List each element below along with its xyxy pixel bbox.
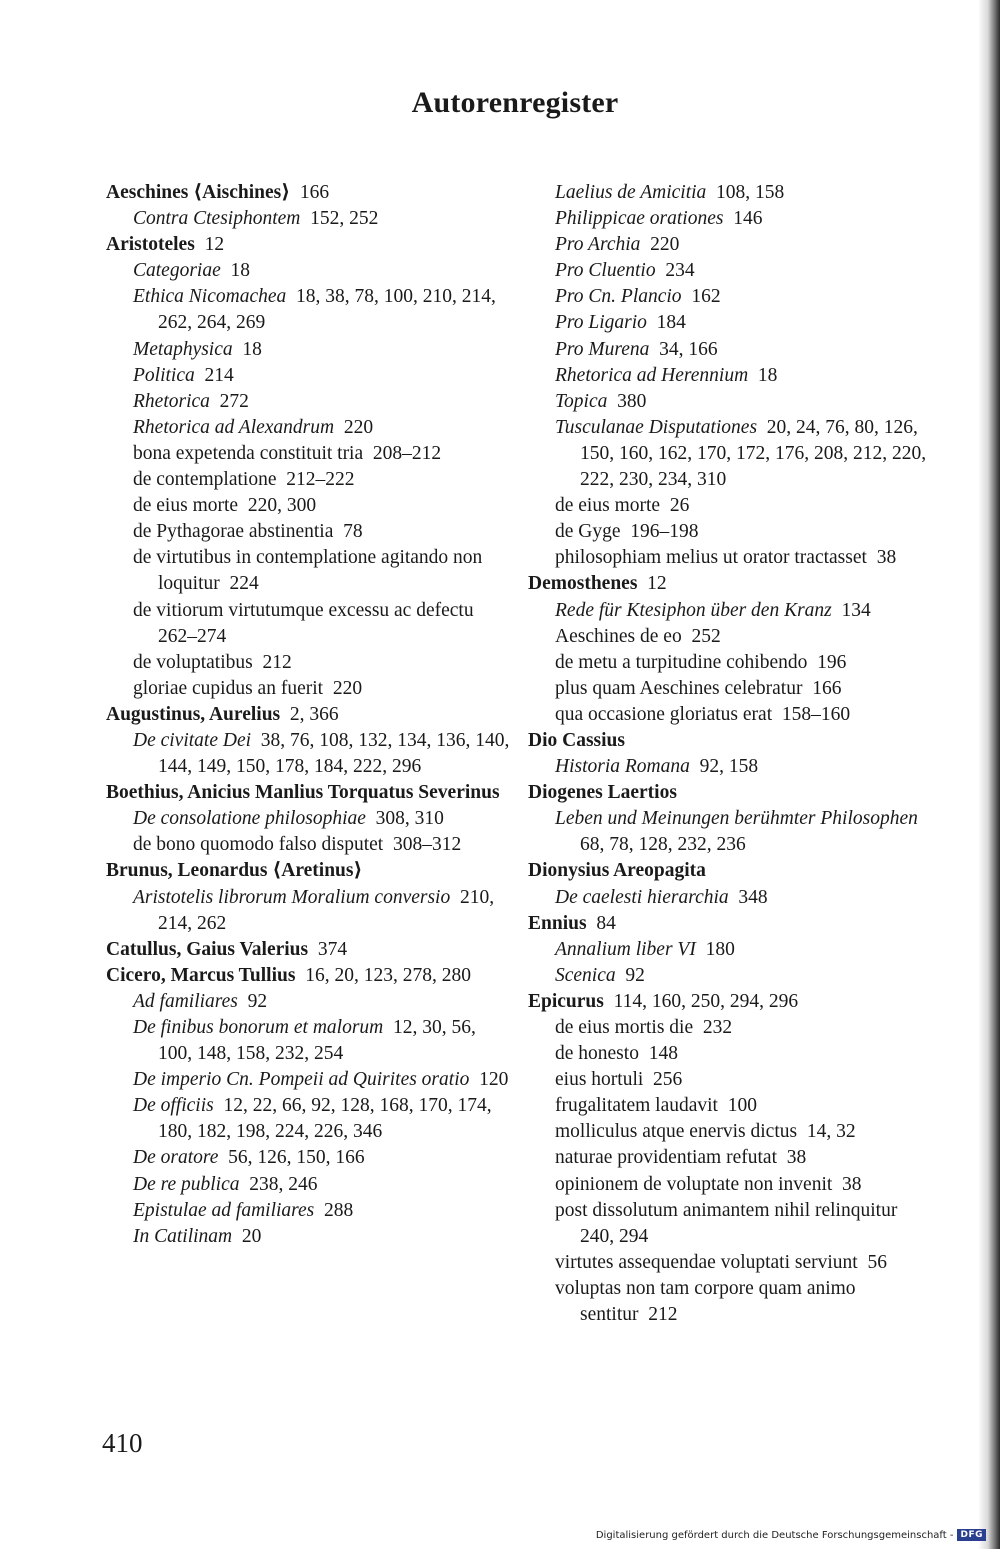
work-title: Contra Ctesiphontem [133,208,301,230]
index-entry-author [106,232,511,258]
topic-text: de eius morte [133,495,239,517]
index-entry-sub [528,1093,928,1119]
index-entry-sub [106,206,511,232]
index-entry-sub [528,1172,928,1198]
page-references: 18 [230,260,250,282]
topic-text: virtutes assequendae voluptati serviunt [555,1251,858,1273]
page-references: 84 [596,912,616,934]
work-title: Leben und Meinungen berühmter Philosophen [555,808,918,830]
index-entry-sub [106,728,511,780]
page-references: 348 [738,886,768,908]
index-entry-sub [528,1015,928,1041]
work-title: Philippicae orationes [555,208,724,230]
index-entry-author [106,180,511,206]
page-references: 234 [665,260,695,282]
index-entry-sub [528,363,928,389]
topic-text: naturae providentiam refutat [555,1147,777,1169]
index-entry-sub [106,1145,511,1171]
work-title: Rhetorica ad Herennium [555,364,749,386]
page-references: 238, 246 [249,1173,318,1195]
index-entry-author [528,858,928,884]
topic-text: de eius mortis die [555,1017,694,1038]
index-entry-sub [106,337,511,363]
index-entry-sub [528,206,928,232]
page-references: 12, 30, 56, 100, 148, 158, 232, 254 [158,1017,476,1065]
index-entry-sub [106,832,511,858]
page-title: Autorenregister [411,86,619,119]
page-references: 92 [625,964,645,986]
work-title: Pro Murena [555,338,650,360]
page-references: 212 [262,651,292,673]
page-references: 308, 310 [375,808,444,830]
index-entry-sub [106,363,511,389]
topic-text: voluptas non tam corpore quam animo sentitur [555,1277,856,1326]
index-entry-sub [106,1198,511,1224]
page-references: 210, 214, 262 [158,886,495,934]
index-entry-author [528,780,928,806]
page-references: 38 [786,1147,807,1169]
index-entry-sub [528,624,928,650]
index-entry-sub [528,754,928,780]
index-entry-sub [528,1145,928,1171]
index-entry-sub [106,1015,511,1067]
topic-text: de virtutibus in contemplatione agitando non loquitur [133,547,483,595]
author-name: Demosthenes [528,573,638,595]
work-title: Aristotelis librorum Moralium conversio [133,886,451,908]
page-references: 212 [648,1304,678,1326]
index-entry-author [528,911,928,937]
index-entry-sub [528,885,928,911]
work-title: Tusculanae Disputationes [555,416,758,438]
author-name: Catullus, Gaius Valerius [106,938,309,960]
topic-text: bona expetenda constituit tria [133,442,364,464]
footer-text: Digitalisierung gefördert durch die Deutsche Forschungsgemeinschaft - [595,1529,954,1541]
page-references: 92 [247,990,268,1012]
index-entry-sub [106,598,511,650]
index-entry-sub [528,1041,928,1067]
page-references: 224 [229,573,259,595]
page-references: 56 [867,1251,887,1273]
author-name: Cicero, Marcus Tullius [106,964,296,986]
index-entry-sub [528,493,928,519]
page-references: 232 [702,1017,733,1038]
page-references: 56, 126, 150, 166 [228,1147,365,1169]
index-entry-sub [106,806,511,832]
topic-text: de honesto [555,1043,639,1065]
page-references: 158–160 [781,703,851,725]
page-references: 78 [343,521,363,543]
page-references: 374 [317,938,348,960]
index-entry-sub [106,1067,511,1093]
work-title: Categoriae [133,260,221,282]
topic-text: de Gyge [555,521,621,543]
work-title: De finibus bonorum et malorum [133,1017,384,1038]
page-references: 14, 32 [806,1121,856,1143]
author-name: Epicurus [528,990,604,1012]
page-references: 262–274 [158,625,227,647]
index-entry-author [106,702,511,728]
index-entry-sub [528,963,928,989]
page-references: 100 [727,1095,757,1117]
index-entry-sub [528,337,928,363]
author-name: Augustinus, Aurelius [106,703,281,725]
page-references: 256 [653,1069,683,1091]
work-title: Metaphysica [133,338,233,360]
page-references: 240, 294 [580,1225,649,1247]
index-entry-sub [528,1250,928,1276]
topic-text: philosophiam melius ut orator tractasset [555,547,867,569]
topic-text: de contemplatione [133,469,277,491]
index-entry-author [106,780,511,806]
page-references: 34, 166 [659,338,718,360]
page-references: 288 [324,1199,354,1221]
index-entry-author [528,571,928,597]
index-entry-sub [106,258,511,284]
page-references: 180 [705,938,735,960]
index-entry-sub [528,284,928,310]
index-entry-sub [528,545,928,571]
index-entry-sub [528,806,928,858]
dfg-logo-icon: DFG [957,1529,986,1541]
index-entry-sub [528,258,928,284]
work-title: Pro Ligario [555,312,647,334]
page-references: 152, 252 [310,208,379,230]
work-title: Ad familiares [133,990,238,1012]
work-title: De consolatione philosophiae [133,808,366,830]
topic-text: molliculus atque enervis dictus [555,1121,798,1143]
work-title: De oratore [133,1147,219,1169]
page-references: 196 [817,651,847,673]
work-title: Ethica Nicomachea [133,286,287,308]
index-entry-sub [106,885,511,937]
author-name: Aristoteles [106,234,195,256]
topic-text: plus quam Aeschines celebratur [555,677,803,699]
page-references: 12 [204,234,225,256]
topic-text: de eius morte [555,495,661,517]
author-name: Aeschines ⟨Aischines⟩ [106,182,291,203]
page-references: 108, 158 [716,182,785,203]
topic-text: qua occasione gloriatus erat [555,703,773,725]
index-entry-author [106,858,511,884]
index-entry-sub [528,310,928,336]
page-references: 220 [650,234,680,256]
page-references: 16, 20, 123, 278, 280 [305,964,471,986]
page-references: 196–198 [630,521,699,543]
page-references: 184 [656,312,686,334]
page-references: 220, 300 [247,495,317,517]
topic-text: de voluptatibus [133,651,253,673]
page-references: 2, 366 [289,703,339,725]
index-entry-sub [528,180,928,206]
page-references: 38 [842,1173,862,1195]
topic-text: de metu a turpitudine cohibendo [555,651,808,673]
index-entry-author [106,937,511,963]
page-references: 220 [332,677,363,699]
page-references: 166 [812,677,842,699]
index-entry-sub [106,989,511,1015]
page-references: 20, 24, 76, 80, 126, 150, 160, 162, 170, 172, 176, 208, 212, 220, 222, 230, 234, 310 [580,416,927,491]
index-entry-author [106,963,511,989]
page-references: 214 [204,364,234,386]
index-entry-sub [528,650,928,676]
work-title: Pro Archia [555,234,641,256]
page-references: 114, 160, 250, 294, 296 [613,990,799,1012]
index-entry-author [528,989,928,1015]
index-entry-sub [528,1119,928,1145]
page-number: 410 [102,1428,143,1458]
work-title: De re publica [133,1173,240,1195]
work-title: De civitate Dei [133,729,252,751]
index-entry-sub [106,1093,511,1145]
page-references: 18 [242,338,262,360]
topic-text: gloriae cupidus an fuerit [133,677,324,699]
index-entry-sub [528,519,928,545]
topic-text: frugalitatem laudavit [555,1095,718,1117]
topic-text: de bono quomodo falso disputet [133,834,384,856]
author-name: Boethius, Anicius Manlius Torquatus Severinus [106,782,500,804]
page-references: 162 [691,286,721,308]
index-entry-sub [106,493,511,519]
index-entry-sub [106,389,511,415]
page-references: 134 [841,599,871,621]
topic-text: eius hortuli [555,1069,644,1091]
index-entry-sub [106,545,511,597]
page-references: 208–212 [372,442,442,464]
page-references: 68, 78, 128, 232, 236 [580,834,746,856]
index-entry-sub [106,441,511,467]
index-entry-author [528,728,928,754]
page-references: 146 [733,208,763,230]
index-entry-sub [528,389,928,415]
page-references: 18 [757,364,778,386]
work-title: Laelius de Amicitia [555,182,707,203]
work-title: Epistulae ad familiares [133,1199,315,1221]
topic-text: opinionem de voluptate non invenit [555,1173,833,1195]
author-name: Brunus, Leonardus ⟨Aretinus⟩ [106,860,363,882]
page-references: 220 [343,416,374,438]
index-entry-sub [528,1198,928,1250]
page-references: 18, 38, 78, 100, 210, 214, 262, 264, 269 [158,286,496,334]
page-edge-shadow [978,0,1000,1549]
index-entry-sub [106,467,511,493]
page-references: 308–312 [392,834,462,856]
index-entry-sub [528,702,928,728]
page-references: 38 [876,547,897,569]
index-entry-sub [106,1172,511,1198]
work-title: De imperio Cn. Pompeii ad Quirites oratio [133,1069,470,1091]
index-entry-sub [106,284,511,336]
topic-text: post dissolutum animantem nihil relinquitur [555,1199,898,1221]
index-entry-sub [528,1276,928,1328]
work-title: Pro Cluentio [555,260,656,282]
index-column-right [528,180,928,1328]
index-entry-sub [528,598,928,624]
page-references: 380 [617,390,647,412]
page-references: 26 [669,495,690,517]
author-name: Dio Cassius [528,729,625,751]
work-title: Historia Romana [555,756,690,778]
author-name: Dionysius Areopagita [528,860,706,882]
topic-text: Aeschines de eo [555,625,682,647]
index-entry-sub [528,937,928,963]
work-title: Politica [133,364,195,386]
page-references: 12, 22, 66, 92, 128, 168, 170, 174, 180, 182, 198, 224, 226, 346 [158,1095,492,1143]
index-entry-sub [528,1067,928,1093]
index-entry-sub [106,415,511,441]
page-references: 252 [691,625,721,647]
work-title: De caelesti hierarchia [555,886,729,908]
digitization-footer [596,1529,986,1541]
topic-text: de vitiorum virtutumque excessu ac defectu [133,599,474,621]
page-references: 38, 76, 108, 132, 134, 136, 140, 144, 149, 150, 178, 184, 222, 296 [158,729,510,778]
index-entry-sub [106,519,511,545]
work-title: Rhetorica ad Alexandrum [133,416,335,438]
page-references: 92, 158 [699,756,759,778]
work-title: Scenica [555,964,616,986]
page-references: 148 [648,1043,678,1065]
work-title: In Catilinam [133,1225,233,1247]
work-title: Pro Cn. Plancio [555,286,682,308]
work-title: Topica [555,390,608,412]
index-entry-sub [106,1224,511,1250]
page-references: 20 [241,1225,262,1247]
author-name: Ennius [528,912,587,934]
work-title: Rede für Ktesiphon über den Kranz [555,599,832,621]
index-entry-sub [106,650,511,676]
index-entry-sub [528,232,928,258]
work-title: Annalium liber VI [555,938,696,960]
author-name: Diogenes Laertios [528,782,677,804]
page-references: 212–222 [286,469,355,491]
index-entry-sub [106,676,511,702]
work-title: De officiis [133,1095,214,1117]
work-title: Rhetorica [133,390,210,412]
index-entry-sub [528,415,928,493]
page-references: 166 [299,182,330,203]
index-entry-sub [528,676,928,702]
index-column-left [106,180,511,1250]
topic-text: de Pythagorae abstinentia [133,521,334,543]
page-references: 120 [479,1069,509,1091]
page-references: 12 [647,573,667,595]
page-references: 272 [219,390,249,412]
